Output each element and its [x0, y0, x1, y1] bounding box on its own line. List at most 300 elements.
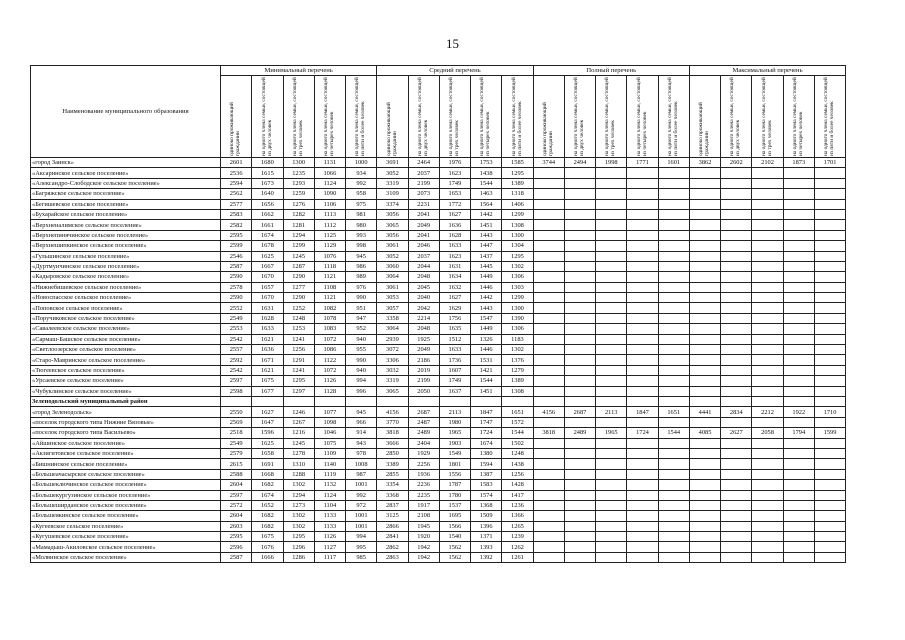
value-cell: 1046	[314, 428, 345, 438]
subheader-label: на одного члена семьи, состоящей из пяти и более человек	[823, 77, 836, 156]
value-cell: 1443	[471, 303, 502, 313]
value-cell: 1106	[314, 199, 345, 209]
value-cell	[596, 261, 627, 271]
value-cell: 2199	[408, 178, 439, 188]
value-cell: 943	[346, 438, 377, 448]
value-cell	[658, 417, 689, 427]
value-cell: 1366	[502, 511, 533, 521]
table-row	[31, 168, 846, 178]
value-cell: 1675	[252, 532, 283, 542]
value-cell	[721, 448, 752, 458]
value-cell	[721, 241, 752, 251]
value-cell: 3691	[377, 158, 408, 168]
value-cell: 1300	[502, 303, 533, 313]
value-cell	[627, 220, 658, 230]
value-cell: 1640	[252, 189, 283, 199]
value-cell: 1903	[439, 438, 470, 448]
value-cell: 1248	[283, 313, 314, 323]
table-row	[31, 324, 846, 334]
value-cell	[533, 396, 564, 406]
value-cell: 1075	[314, 438, 345, 448]
value-cell	[783, 199, 814, 209]
value-cell	[689, 345, 720, 355]
municipality-name: «Верхнешипкинское сельское поселение»	[31, 241, 221, 251]
value-cell	[752, 396, 783, 406]
value-cell: 1544	[502, 428, 533, 438]
subheader-cell	[783, 76, 814, 158]
value-cell: 2687	[408, 407, 439, 417]
value-cell	[533, 334, 564, 344]
value-cell	[596, 532, 627, 542]
value-cell	[752, 199, 783, 209]
value-cell: 2048	[408, 272, 439, 282]
header-row-groups	[31, 66, 846, 76]
value-cell: 1287	[283, 261, 314, 271]
value-cell	[439, 396, 470, 406]
value-cell	[689, 438, 720, 448]
value-cell: 985	[346, 552, 377, 562]
group-header: Минимальный перечень	[221, 66, 377, 76]
value-cell: 1396	[471, 521, 502, 531]
value-cell: 978	[346, 448, 377, 458]
value-cell	[627, 490, 658, 500]
value-cell: 1756	[439, 313, 470, 323]
value-cell	[596, 469, 627, 479]
value-cell	[627, 532, 658, 542]
value-cell	[689, 532, 720, 542]
value-cell	[783, 261, 814, 271]
value-cell	[533, 532, 564, 542]
value-cell: 3374	[377, 199, 408, 209]
value-cell	[658, 241, 689, 251]
value-cell: 2587	[221, 261, 252, 271]
value-cell: 2596	[221, 542, 252, 552]
table-row	[31, 272, 846, 282]
value-cell	[658, 480, 689, 490]
value-cell	[658, 355, 689, 365]
value-cell: 1086	[314, 345, 345, 355]
value-cell: 1980	[439, 417, 470, 427]
municipality-name: «Новоспасское сельское поселение»	[31, 293, 221, 303]
value-cell: 1133	[314, 511, 345, 521]
value-cell	[627, 511, 658, 521]
value-cell	[596, 251, 627, 261]
value-cell	[814, 209, 845, 219]
value-cell: 2542	[221, 334, 252, 344]
value-cell	[689, 480, 720, 490]
value-cell: 1302	[502, 345, 533, 355]
value-cell: 1596	[252, 428, 283, 438]
value-cell: 2464	[408, 158, 439, 168]
value-cell	[783, 178, 814, 188]
value-cell: 1566	[439, 521, 470, 531]
value-cell: 1318	[502, 189, 533, 199]
value-cell: 1631	[252, 303, 283, 313]
value-cell	[627, 230, 658, 240]
value-cell: 2841	[377, 532, 408, 542]
value-cell	[627, 334, 658, 344]
value-cell	[752, 178, 783, 188]
value-cell: 1658	[252, 448, 283, 458]
value-cell: 1001	[346, 511, 377, 521]
value-cell	[658, 552, 689, 562]
value-cell: 914	[346, 428, 377, 438]
value-cell: 1443	[471, 230, 502, 240]
value-cell: 1445	[471, 261, 502, 271]
value-cell: 1304	[502, 241, 533, 251]
value-cell	[658, 199, 689, 209]
value-cell	[658, 459, 689, 469]
value-cell	[752, 459, 783, 469]
value-cell	[596, 448, 627, 458]
value-cell: 2604	[221, 480, 252, 490]
value-cell	[658, 251, 689, 261]
value-cell: 1066	[314, 168, 345, 178]
subheader-label: одиноко проживающий гражданин	[229, 102, 242, 156]
municipality-name: «поселок городского типа Васильево»	[31, 428, 221, 438]
value-cell	[564, 355, 595, 365]
value-cell: 3057	[377, 303, 408, 313]
value-cell: 1104	[314, 500, 345, 510]
value-cell	[721, 168, 752, 178]
value-cell	[564, 168, 595, 178]
value-cell: 1117	[314, 552, 345, 562]
value-cell: 1000	[346, 158, 377, 168]
subheader-label: на одного члена семьи, состоящей из четырех человек	[791, 77, 804, 156]
value-cell	[814, 189, 845, 199]
value-cell: 3056	[377, 230, 408, 240]
value-cell	[533, 438, 564, 448]
municipality-name: «Дуртмунчинское сельское поселение»	[31, 261, 221, 271]
value-cell: 2048	[408, 324, 439, 334]
value-cell	[689, 469, 720, 479]
value-cell	[533, 521, 564, 531]
value-cell	[721, 396, 752, 406]
value-cell	[658, 209, 689, 219]
cost-table-container	[30, 65, 845, 563]
value-cell: 2939	[377, 334, 408, 344]
value-cell: 1449	[471, 324, 502, 334]
value-cell: 1621	[252, 365, 283, 375]
value-cell: 994	[346, 532, 377, 542]
value-cell: 1634	[439, 272, 470, 282]
group-header: Полный перечень	[533, 66, 689, 76]
municipality-name: «Акзигитовское сельское поселение»	[31, 448, 221, 458]
value-cell	[814, 261, 845, 271]
value-cell	[596, 334, 627, 344]
subheader-cell	[814, 76, 845, 158]
value-cell	[533, 355, 564, 365]
value-cell	[596, 241, 627, 251]
value-cell	[721, 438, 752, 448]
value-cell	[814, 168, 845, 178]
value-cell: 3052	[377, 251, 408, 261]
value-cell: 2850	[377, 448, 408, 458]
value-cell: 3818	[377, 428, 408, 438]
value-cell	[721, 230, 752, 240]
value-cell: 1537	[439, 500, 470, 510]
value-cell	[658, 365, 689, 375]
municipality-name: «Большекургузинское сельское поселение»	[31, 490, 221, 500]
value-cell: 1601	[658, 158, 689, 168]
value-cell	[564, 365, 595, 375]
value-cell	[689, 459, 720, 469]
value-cell: 1417	[502, 490, 533, 500]
value-cell: 1128	[314, 386, 345, 396]
value-cell	[689, 365, 720, 375]
value-cell	[564, 282, 595, 292]
value-cell: 1124	[314, 178, 345, 188]
value-cell	[533, 272, 564, 282]
value-cell: 1216	[283, 428, 314, 438]
value-cell	[627, 261, 658, 271]
value-cell	[783, 552, 814, 562]
value-cell: 1623	[439, 168, 470, 178]
value-cell	[596, 209, 627, 219]
value-cell: 2546	[221, 251, 252, 261]
table-row	[31, 241, 846, 251]
municipality-name: «Александро-Слободское сельское поселение»	[31, 178, 221, 188]
value-cell	[783, 293, 814, 303]
subheader-cell	[377, 76, 408, 158]
value-cell: 4085	[689, 428, 720, 438]
municipality-name: «Гульшинское сельское поселение»	[31, 251, 221, 261]
value-cell	[814, 500, 845, 510]
value-cell	[471, 396, 502, 406]
subheader-label: одиноко проживающий гражданин	[698, 102, 711, 156]
value-cell: 2579	[221, 448, 252, 458]
value-cell	[627, 396, 658, 406]
value-cell: 2049	[408, 345, 439, 355]
value-cell: 3319	[377, 376, 408, 386]
value-cell	[564, 261, 595, 271]
table-row	[31, 189, 846, 199]
value-cell: 1917	[408, 500, 439, 510]
value-cell	[564, 396, 595, 406]
value-cell: 1562	[439, 542, 470, 552]
value-cell	[689, 448, 720, 458]
value-cell: 1310	[283, 459, 314, 469]
value-cell: 1449	[471, 272, 502, 282]
value-cell: 2236	[408, 480, 439, 490]
subheader-cell	[752, 76, 783, 158]
value-cell	[814, 480, 845, 490]
subheader-label: на одного члена семьи, состоящей из трех человек	[760, 77, 773, 156]
value-cell: 1657	[252, 282, 283, 292]
value-cell: 1299	[502, 293, 533, 303]
value-cell: 1442	[471, 293, 502, 303]
value-cell	[596, 552, 627, 562]
value-cell: 1623	[439, 251, 470, 261]
value-cell	[783, 532, 814, 542]
value-cell	[658, 490, 689, 500]
subheader-cell	[689, 76, 720, 158]
value-cell: 3770	[377, 417, 408, 427]
subheader-label: одиноко проживающий гражданин	[385, 102, 398, 156]
value-cell: 1627	[439, 293, 470, 303]
value-cell: 1549	[439, 448, 470, 458]
value-cell	[783, 521, 814, 531]
value-cell	[533, 293, 564, 303]
value-cell	[627, 324, 658, 334]
value-cell: 1636	[439, 220, 470, 230]
value-cell	[533, 313, 564, 323]
value-cell: 2590	[221, 272, 252, 282]
value-cell	[533, 324, 564, 334]
value-cell	[533, 199, 564, 209]
value-cell: 2113	[439, 407, 470, 417]
value-cell	[502, 396, 533, 406]
value-cell: 966	[346, 417, 377, 427]
value-cell	[752, 490, 783, 500]
value-cell: 3072	[377, 345, 408, 355]
value-cell: 1691	[252, 459, 283, 469]
value-cell	[783, 365, 814, 375]
municipality-name: «Большеключинское сельское поселение»	[31, 480, 221, 490]
value-cell: 1794	[783, 428, 814, 438]
value-cell	[596, 199, 627, 209]
value-cell	[783, 386, 814, 396]
value-cell	[721, 552, 752, 562]
value-cell: 1594	[471, 459, 502, 469]
value-cell: 2199	[408, 376, 439, 386]
municipality-name: «Поручиковское сельское поселение»	[31, 313, 221, 323]
value-cell: 1442	[471, 209, 502, 219]
value-cell: 989	[346, 272, 377, 282]
value-cell	[721, 532, 752, 542]
value-cell	[627, 199, 658, 209]
value-cell: 1299	[502, 209, 533, 219]
value-cell: 2186	[408, 355, 439, 365]
value-cell	[658, 303, 689, 313]
table-row	[31, 282, 846, 292]
value-cell: 1682	[252, 511, 283, 521]
value-cell	[721, 303, 752, 313]
value-cell: 1389	[502, 376, 533, 386]
value-cell: 2562	[221, 189, 252, 199]
value-cell	[314, 396, 345, 406]
value-cell	[658, 282, 689, 292]
subheader-label: на одного члена семьи, состоящей из двух человек	[416, 77, 429, 156]
value-cell	[783, 241, 814, 251]
value-cell: 1308	[502, 386, 533, 396]
value-cell	[752, 355, 783, 365]
value-cell	[814, 459, 845, 469]
value-cell: 2550	[221, 407, 252, 417]
value-cell: 955	[346, 345, 377, 355]
value-cell: 1090	[314, 189, 345, 199]
value-cell	[596, 376, 627, 386]
value-cell: 1371	[471, 532, 502, 542]
value-cell: 2601	[221, 158, 252, 168]
value-cell: 2569	[221, 417, 252, 427]
value-cell	[658, 500, 689, 510]
municipality-name: «Поповское сельское поселение»	[31, 303, 221, 313]
value-cell	[752, 251, 783, 261]
value-cell: 2108	[408, 511, 439, 521]
value-cell	[564, 469, 595, 479]
table-row	[31, 417, 846, 427]
table-row	[31, 480, 846, 490]
value-cell: 2549	[221, 438, 252, 448]
value-cell: 1295	[283, 376, 314, 386]
value-cell	[658, 272, 689, 282]
value-cell: 1651	[658, 407, 689, 417]
subheader-label: на одного члена семьи, состоящей из пяти и более человек	[510, 77, 523, 156]
value-cell	[721, 500, 752, 510]
value-cell	[564, 324, 595, 334]
value-cell	[596, 511, 627, 521]
value-cell	[627, 189, 658, 199]
value-cell	[752, 542, 783, 552]
value-cell: 1671	[252, 355, 283, 365]
value-cell	[627, 365, 658, 375]
value-cell	[721, 313, 752, 323]
municipality-name: «Кугушевское сельское поселение»	[31, 532, 221, 542]
value-cell: 1308	[502, 220, 533, 230]
table-row	[31, 345, 846, 355]
value-cell	[814, 542, 845, 552]
value-cell	[721, 220, 752, 230]
value-cell	[564, 199, 595, 209]
value-cell: 1001	[346, 480, 377, 490]
value-cell	[408, 396, 439, 406]
value-cell	[564, 189, 595, 199]
value-cell	[721, 365, 752, 375]
value-cell	[596, 459, 627, 469]
value-cell: 2588	[221, 469, 252, 479]
value-cell: 2834	[721, 407, 752, 417]
value-cell: 1574	[471, 490, 502, 500]
value-cell: 1387	[471, 469, 502, 479]
value-cell: 1572	[502, 417, 533, 427]
subheader-cell	[721, 76, 752, 158]
value-cell	[627, 386, 658, 396]
value-cell	[533, 230, 564, 240]
value-cell: 1668	[252, 469, 283, 479]
value-cell	[564, 542, 595, 552]
table-row	[31, 293, 846, 303]
value-cell: 2256	[408, 459, 439, 469]
value-cell	[689, 521, 720, 531]
value-cell	[752, 209, 783, 219]
value-cell	[689, 313, 720, 323]
value-cell: 1125	[314, 230, 345, 240]
table-row	[31, 500, 846, 510]
value-cell	[564, 313, 595, 323]
value-cell	[533, 178, 564, 188]
value-cell	[814, 511, 845, 521]
value-cell: 2494	[564, 158, 595, 168]
value-cell	[564, 272, 595, 282]
value-cell: 1628	[252, 313, 283, 323]
value-cell	[752, 345, 783, 355]
value-cell	[752, 552, 783, 562]
value-cell: 1306	[502, 324, 533, 334]
value-cell	[658, 178, 689, 188]
municipality-name: «Большеширданское сельское поселение»	[31, 500, 221, 510]
value-cell: 1390	[502, 313, 533, 323]
value-cell	[689, 376, 720, 386]
value-cell: 2536	[221, 168, 252, 178]
municipality-name: «Большеачасырское сельское поселение»	[31, 469, 221, 479]
value-cell: 1438	[471, 168, 502, 178]
value-cell: 2572	[221, 500, 252, 510]
value-cell: 1124	[314, 490, 345, 500]
value-cell	[721, 480, 752, 490]
value-cell	[783, 324, 814, 334]
value-cell: 952	[346, 324, 377, 334]
